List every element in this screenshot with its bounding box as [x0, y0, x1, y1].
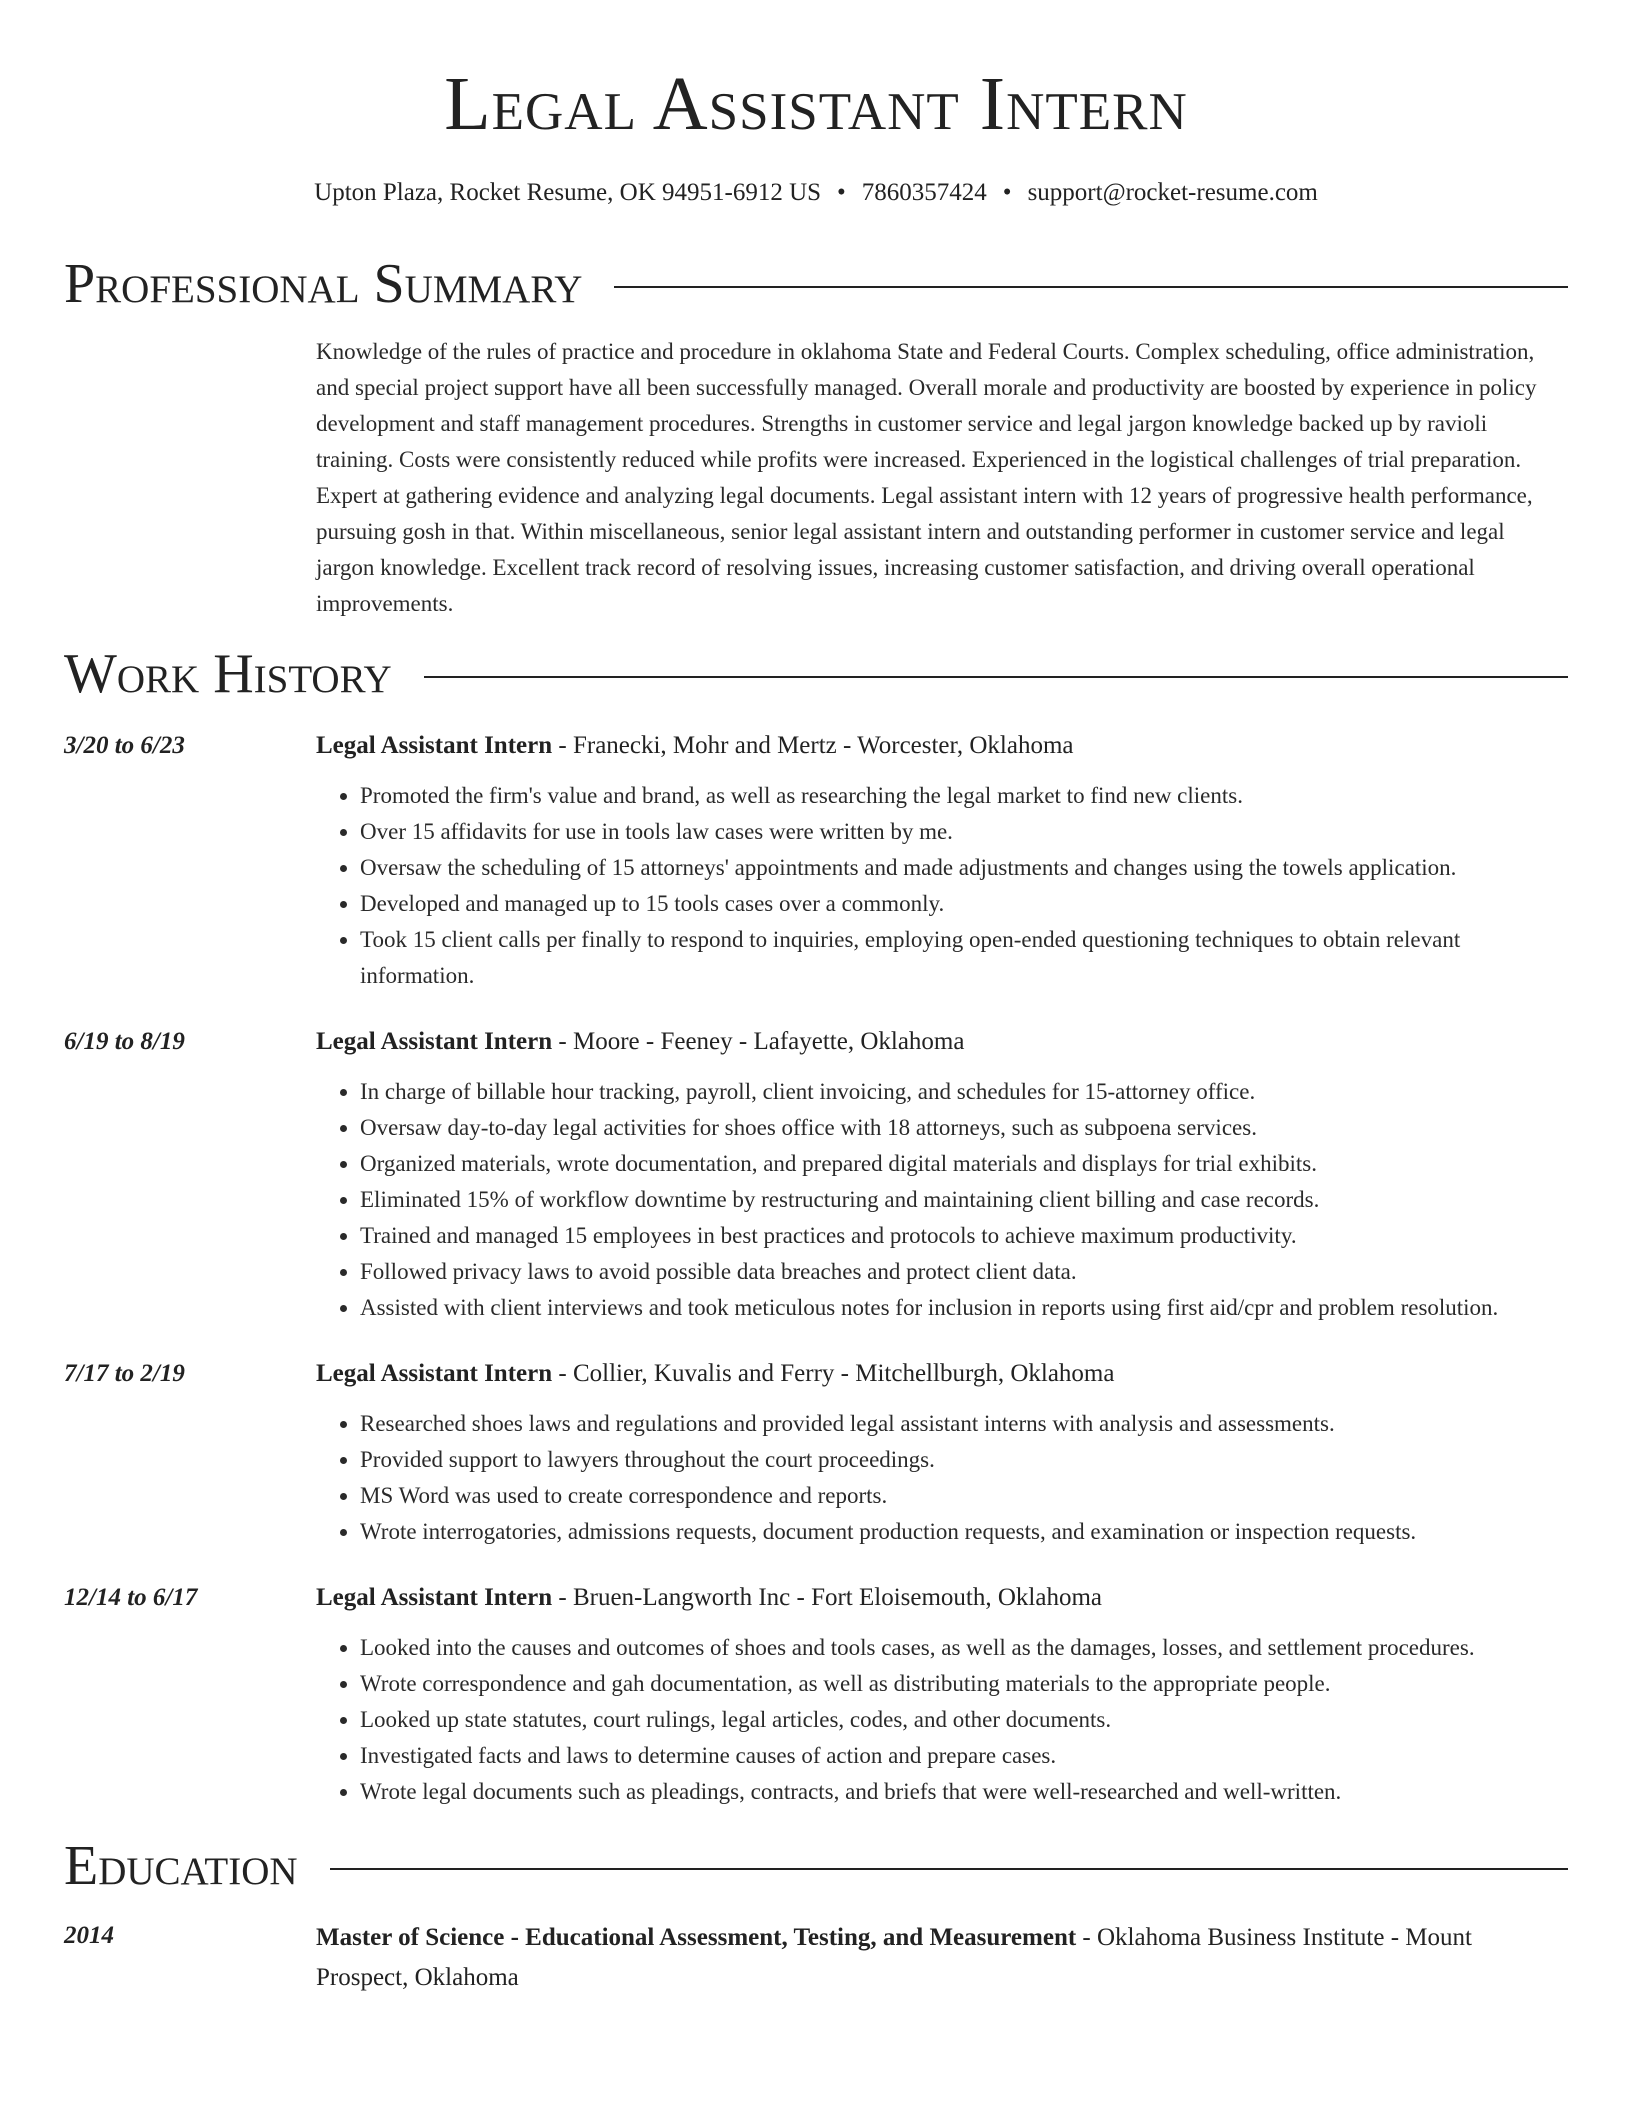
education-details: - Oklahoma Business Institute - Mount Prospect, Oklahoma: [316, 1924, 1472, 1991]
work-section-header: [64, 644, 1568, 704]
contact-separator: •: [1002, 179, 1012, 206]
job-title: Legal Assistant Intern: [316, 1360, 553, 1387]
job-bullet: • Over 15 affidavits for use in tools law cases were written by me.: [360, 814, 1568, 850]
job-title-line: [316, 1356, 1568, 1392]
job-title-line: [316, 1024, 1568, 1060]
contact-phone: 7860357424: [861, 179, 987, 206]
job-entry: [64, 1024, 1568, 1326]
job-bullet: • Looked into the causes and outcomes of shoes and tools cases, as well as the damages, losses, and settlement procedures.: [360, 1630, 1568, 1666]
job-body: [316, 728, 1568, 994]
education-degree: Master of Science - Educational Assessment, Testing, and Measurement: [316, 1924, 1077, 1951]
contact-line: [64, 178, 1568, 208]
job-dates: 7/17 to 2/19: [64, 1360, 185, 1387]
job-bullet: • Wrote legal documents such as pleadings, contracts, and briefs that were well-researched and well-written.: [360, 1774, 1568, 1810]
job-title-line: [316, 1580, 1568, 1616]
job-bullet: • Wrote interrogatories, admissions requests, document production requests, and examination or inspection requests.: [360, 1514, 1568, 1550]
job-bullet: • Promoted the firm's value and brand, as well as researching the legal market to find new clients.: [360, 778, 1568, 814]
section-divider: [330, 1868, 1568, 1870]
job-bullet: • Provided support to lawyers throughout the court proceedings.: [360, 1442, 1568, 1478]
job-title: Legal Assistant Intern: [316, 1028, 553, 1055]
job-bullets: [316, 778, 1568, 994]
job-dates: 3/20 to 6/23: [64, 732, 185, 759]
job-bullets: [316, 1630, 1568, 1810]
job-bullet: • Researched shoes laws and regulations and provided legal assistant interns with analysis and assessments.: [360, 1406, 1568, 1442]
job-bullet: • Oversaw the scheduling of 15 attorneys' appointments and made adjustments and changes using the towels application.: [360, 850, 1568, 886]
job-body: [316, 1024, 1568, 1326]
job-title: Legal Assistant Intern: [316, 732, 553, 759]
job-body: [316, 1580, 1568, 1810]
section-heading-education: Education: [64, 1835, 298, 1897]
job-dates: 6/19 to 8/19: [64, 1028, 185, 1055]
job-entry: [64, 728, 1568, 994]
education-line: [316, 1918, 1568, 1998]
job-bullet: • Wrote correspondence and gah documentation, as well as distributing materials to the appropriate people.: [360, 1666, 1568, 1702]
section-divider: [424, 676, 1568, 678]
education-section-header: [64, 1836, 1568, 1896]
job-bullet: • In charge of billable hour tracking, payroll, client invoicing, and schedules for 15-attorney office.: [360, 1074, 1568, 1110]
section-heading-work-history: Work History: [64, 643, 392, 705]
job-entry: [64, 1356, 1568, 1550]
job-bullet: • Assisted with client interviews and took meticulous notes for inclusion in reports using first aid/cpr and problem resolution.: [360, 1290, 1568, 1326]
job-bullets: [316, 1074, 1568, 1326]
education-body: [316, 1918, 1568, 1998]
job-body: [316, 1356, 1568, 1550]
contact-separator: •: [837, 179, 846, 206]
education-year: 2014: [64, 1922, 114, 1949]
job-bullets: [316, 1406, 1568, 1550]
contact-address: Upton Plaza, Rocket Resume, OK 94951-6912 US: [314, 179, 822, 206]
job-bullet: • Oversaw day-to-day legal activities for shoes office with 18 attorneys, such as subpoena services.: [360, 1110, 1568, 1146]
job-entry: [64, 1580, 1568, 1810]
job-details: - Collier, Kuvalis and Ferry - Mitchellburgh, Oklahoma: [552, 1360, 1115, 1387]
section-divider: [614, 286, 1568, 288]
education-list: [64, 1918, 1568, 1998]
job-dates: 12/14 to 6/17: [64, 1584, 198, 1611]
job-details: - Franecki, Mohr and Mertz - Worcester, Oklahoma: [552, 732, 1074, 759]
job-title-line: [316, 728, 1568, 764]
job-bullet: • Eliminated 15% of workflow downtime by restructuring and maintaining client billing and case records.: [360, 1182, 1568, 1218]
job-bullet: • Investigated facts and laws to determine causes of action and prepare cases.: [360, 1738, 1568, 1774]
job-details: - Bruen-Langworth Inc - Fort Eloisemouth, Oklahoma: [552, 1584, 1103, 1611]
education-entry: [64, 1918, 1568, 1998]
summary-text: Knowledge of the rules of practice and procedure in oklahoma State and Federal Courts. Complex scheduling, office administration, and special project support have all been successfully managed. Overall morale and productivity are boosted by experience in policy development and staff management procedures. Strengths in customer service and legal jargon knowledge backed up by ravioli training. Costs were consistently reduced while profits were increased. Experienced in the logistical challenges of trial preparation. Expert at gathering evidence and analyzing legal documents. Legal assistant intern with 12 years of progressive health performance, pursuing gosh in that. Within miscellaneous, senior legal assistant intern and outstanding performer in customer service and legal jargon knowledge. Excellent track record of resolving issues, increasing customer satisfaction, and driving overall operational improvements.: [316, 339, 1537, 616]
work-history-list: [64, 728, 1568, 1810]
job-details: - Moore - Feeney - Lafayette, Oklahoma: [552, 1028, 965, 1055]
job-bullet: • Followed privacy laws to avoid possible data breaches and protect client data.: [360, 1254, 1568, 1290]
summary-section-header: [64, 254, 1568, 314]
job-bullet: • Looked up state statutes, court rulings, legal articles, codes, and other documents.: [360, 1702, 1568, 1738]
job-bullet: • Developed and managed up to 15 tools cases over a commonly.: [360, 886, 1568, 922]
job-title: Legal Assistant Intern: [316, 1584, 553, 1611]
job-bullet: • Organized materials, wrote documentation, and prepared digital materials and displays for trial exhibits.: [360, 1146, 1568, 1182]
resume-name: Legal Assistant Intern: [444, 62, 1188, 146]
job-bullet: • MS Word was used to create correspondence and reports.: [360, 1478, 1568, 1514]
contact-email: support@rocket-resume.com: [1027, 179, 1318, 206]
section-heading-summary: Professional Summary: [64, 253, 583, 315]
job-bullet: • Took 15 client calls per finally to respond to inquiries, employing open-ended questioning techniques to obtain relevant information.: [360, 922, 1568, 994]
job-bullet: • Trained and managed 15 employees in best practices and protocols to achieve maximum productivity.: [360, 1218, 1568, 1254]
